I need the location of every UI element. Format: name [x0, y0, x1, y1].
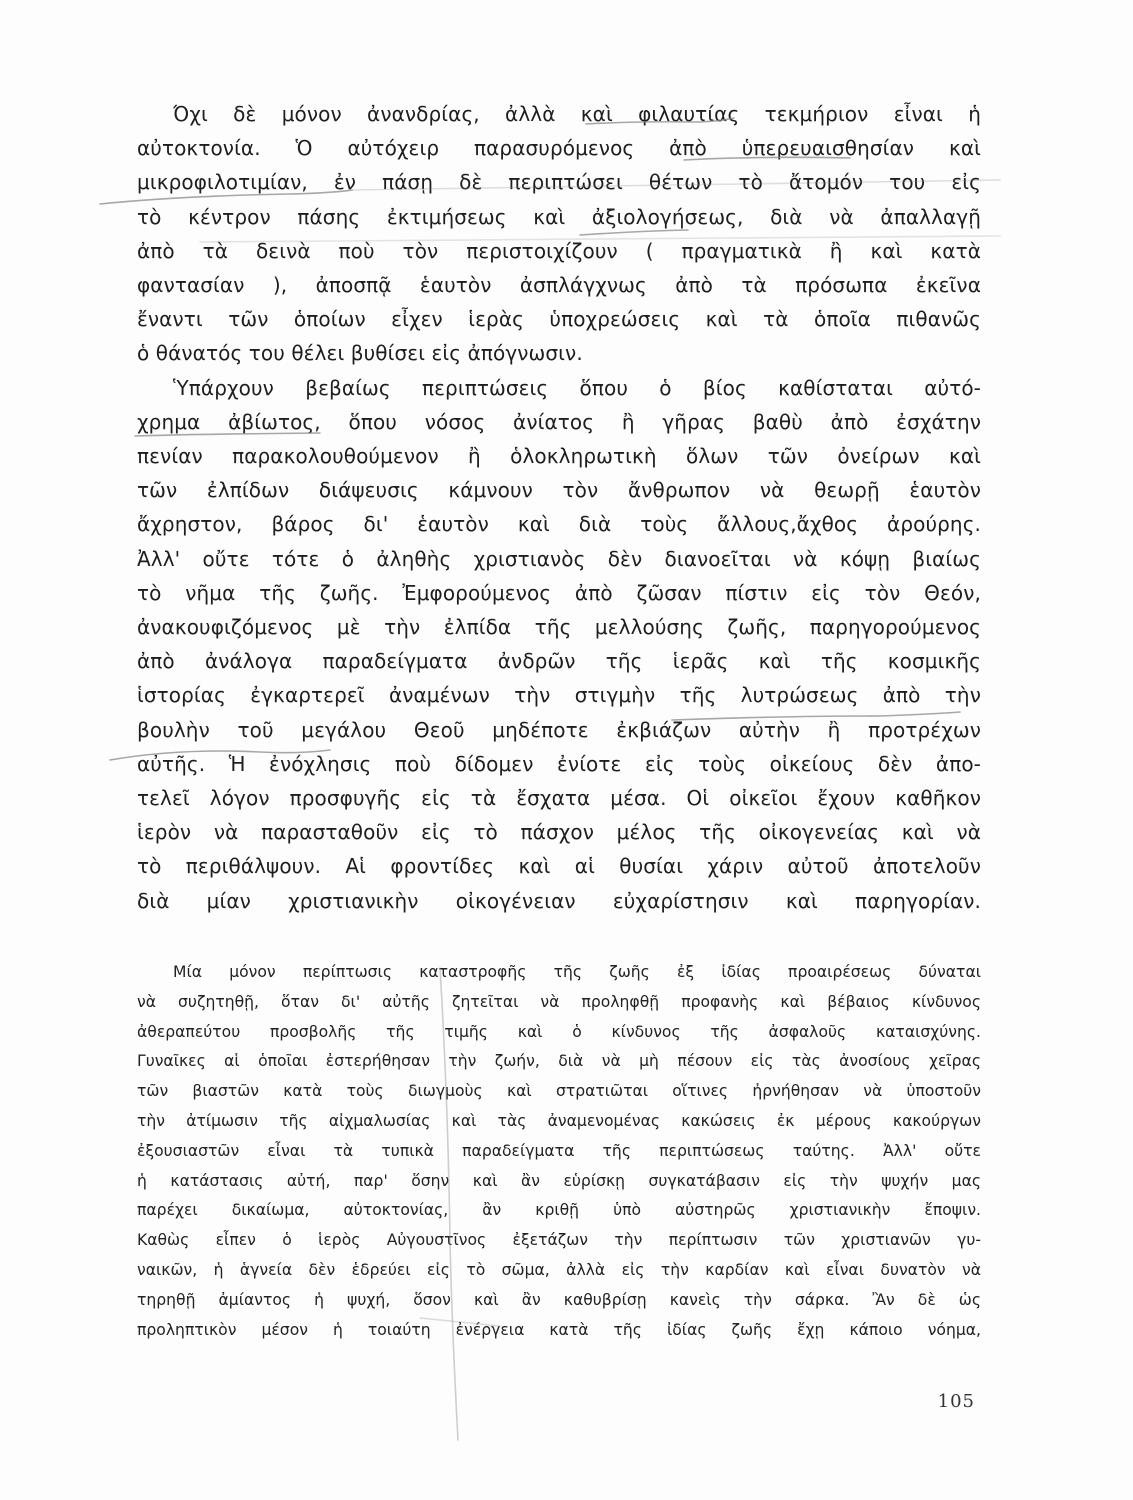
footnote-line: ἡ κατάστασις αὐτή, παρ' ὅσην καὶ ἂν εὑρίσκῃ συγκατάβασιν εἰς τὴν ψυχήν μας [137, 1171, 981, 1190]
text-line: τῶν ἐλπίδων διάψευσις κάμνουν τὸν ἄνθρωπον νὰ θεωρῇ ἑαυτὸν [137, 478, 981, 503]
paragraph-2 [137, 371, 981, 918]
text-line: τὸ περιθάλψουν. Αἱ φροντίδες καὶ αἱ θυσίαι χάριν αὐτοῦ ἀποτελοῦν [137, 854, 981, 879]
footnote-line: ἐξουσιαστῶν εἶναι τὰ τυπικὰ παραδείγματα τῆς περιπτώσεως ταύτης. Ἀλλ' οὔτε [137, 1141, 981, 1160]
text-line: βουλὴν τοῦ μεγάλου Θεοῦ μηδέποτε ἐκβιάζων αὐτὴν ἢ προτρέχων [137, 717, 981, 742]
text-line: τὸ κέντρον πάσης ἐκτιμήσεως καὶ ἀξιολογήσεως, διὰ νὰ ἀπαλλαγῇ [137, 204, 981, 229]
text-line: χρημα ἀβίωτος, ὅπου νόσος ἀνίατος ἢ γῆρας βαθὺ ἀπὸ ἐσχάτην [137, 409, 981, 434]
paragraph-1 [137, 97, 981, 371]
footnote-line: προληπτικὸν μέσον ἡ τοιαύτη ἐνέργεια κατὰ τῆς ἰδίας ζωῆς ἔχῃ κάποιο νόημα, [137, 1320, 981, 1339]
footnote-line: παρέχει δικαίωμα, αὐτοκτονίας, ἂν κριθῇ ὑπὸ αὐστηρῶς χριστιανικὴν ἔποψιν. [137, 1201, 981, 1220]
text-line: διὰ μίαν χριστιανικὴν οἰκογένειαν εὐχαρίστησιν καὶ παρηγορίαν. [137, 888, 981, 913]
text-line: Ὑπάρχουν βεβαίως περιπτώσεις ὅπου ὁ βίος καθίσταται αὐτό- [173, 375, 981, 400]
text-line: ἀπὸ τὰ δεινὰ ποὺ τὸν περιστοιχίζουν ( πραγματικὰ ἢ καὶ κατὰ [137, 238, 981, 263]
footnote-line: Καθὼς εἶπεν ὁ ἱερὸς Αὐγουστῖνος ἐξετάζων τὴν περίπτωσιν τῶν χριστιανῶν γυ- [137, 1231, 981, 1250]
text-line: ἄχρηστον, βάρος δι' ἑαυτὸν καὶ διὰ τοὺς ἄλλους,ἄχθος ἀρούρης. [137, 512, 981, 537]
text-line: ἔναντι τῶν ὁποίων εἶχεν ἱερὰς ὑποχρεώσεις καὶ τὰ ὁποῖα πιθανῶς [137, 307, 981, 332]
text-line: αὐτῆς. Ἡ ἐνόχλησις ποὺ δίδομεν ἐνίοτε εἰς τοὺς οἰκείους δὲν ἀπο- [137, 751, 981, 776]
text-line: τελεῖ λόγον προσφυγῆς εἰς τὰ ἔσχατα μέσα. Οἱ οἰκεῖοι ἔχουν καθῆκον [137, 786, 981, 811]
page-number: 105 [937, 1391, 975, 1412]
text-line: ἀπὸ ἀνάλογα παραδείγματα ἀνδρῶν τῆς ἱερᾶς καὶ τῆς κοσμικῆς [137, 649, 981, 674]
footnote-line: ναικῶν, ἡ ἁγνεία δὲν ἑδρεύει εἰς τὸ σῶμα, ἀλλὰ εἰς τὴν καρδίαν καὶ εἶναι δυνατὸν νὰ [137, 1260, 981, 1279]
footnote-line: τὴν ἀτίμωσιν τῆς αἰχμαλωσίας καὶ τὰς ἀναμενομένας κακώσεις ἐκ μέρους κακούργων [137, 1111, 981, 1130]
text-line: ἀνακουφιζόμενος μὲ τὴν ἐλπίδα τῆς μελλούσης ζωῆς, παρηγορούμενος [137, 615, 981, 640]
text-line: ἱστορίας ἐγκαρτερεῖ ἀναμένων τὴν στιγμὴν τῆς λυτρώσεως ἀπὸ τὴν [137, 683, 981, 708]
footnote-line: ἀθεραπεύτου προσβολῆς τῆς τιμῆς καὶ ὁ κίνδυνος τῆς ἀσφαλοῦς καταισχύνης. [137, 1022, 981, 1041]
footnote-line: νὰ συζητηθῇ, ὅταν δι' αὐτῆς ζητεῖται νὰ προληφθῇ προφανὴς καὶ βέβαιος κίνδυνος [137, 992, 981, 1011]
text-line: Ἀλλ' οὔτε τότε ὁ ἀληθὴς χριστιανὸς δὲν διανοεῖται νὰ κόψῃ βιαίως [137, 546, 981, 571]
text-line: αὐτοκτονία. Ὁ αὐτόχειρ παρασυρόμενος ἀπὸ ὑπερευαισθησίαν καὶ [137, 136, 981, 161]
footnote [137, 958, 981, 1345]
footnote-line: τῶν βιαστῶν κατὰ τοὺς διωγμοὺς καὶ στρατιῶται οἵτινες ἠρνήθησαν νὰ ὑποστοῦν [137, 1082, 981, 1101]
text-line: φαντασίαν ), ἀποσπᾷ ἑαυτὸν ἀσπλάγχνως ἀπὸ τὰ πρόσωπα ἐκεῖνα [137, 273, 981, 298]
text-line: μικροφιλοτιμίαν, ἐν πάσῃ δὲ περιπτώσει θέτων τὸ ἄτομόν του εἰς [137, 170, 981, 195]
text-line: πενίαν παρακολουθούμενον ἢ ὁλοκληρωτικὴ ὅλων τῶν ὀνείρων καὶ [137, 444, 981, 469]
footnote-line: Μία μόνον περίπτωσις καταστροφῆς τῆς ζωῆς ἐξ ἰδίας προαιρέσεως δύναται [173, 963, 981, 981]
main-text [137, 97, 981, 918]
text-line: Όχι δὲ μόνον ἀνανδρίας, ἀλλὰ καὶ φιλαυτίας τεκμήριον εἶναι ἡ [173, 102, 981, 126]
text-line: ὁ θάνατός του θέλει βυθίσει εἰς ἀπόγνωσιν. [137, 341, 583, 366]
text-line: ἱερὸν νὰ παρασταθοῦν εἰς τὸ πάσχον μέλος τῆς οἰκογενείας καὶ νὰ [137, 820, 981, 845]
footnote-line: Γυναῖκες αἱ ὁποῖαι ἐστερήθησαν τὴν ζωήν, διὰ νὰ μὴ πέσουν εἰς τὰς ἀνοσίους χεῖρας [137, 1052, 981, 1071]
text-line: τὸ νῆμα τῆς ζωῆς. Ἐμφορούμενος ἀπὸ ζῶσαν πίστιν εἰς τὸν Θεόν, [137, 580, 981, 605]
footnote-line: τηρηθῇ ἀμίαντος ἡ ψυχή, ὅσον καὶ ἂν καθυβρίσῃ κανεὶς τὴν σάρκα. Ἂν δὲ ὡς [137, 1290, 981, 1309]
